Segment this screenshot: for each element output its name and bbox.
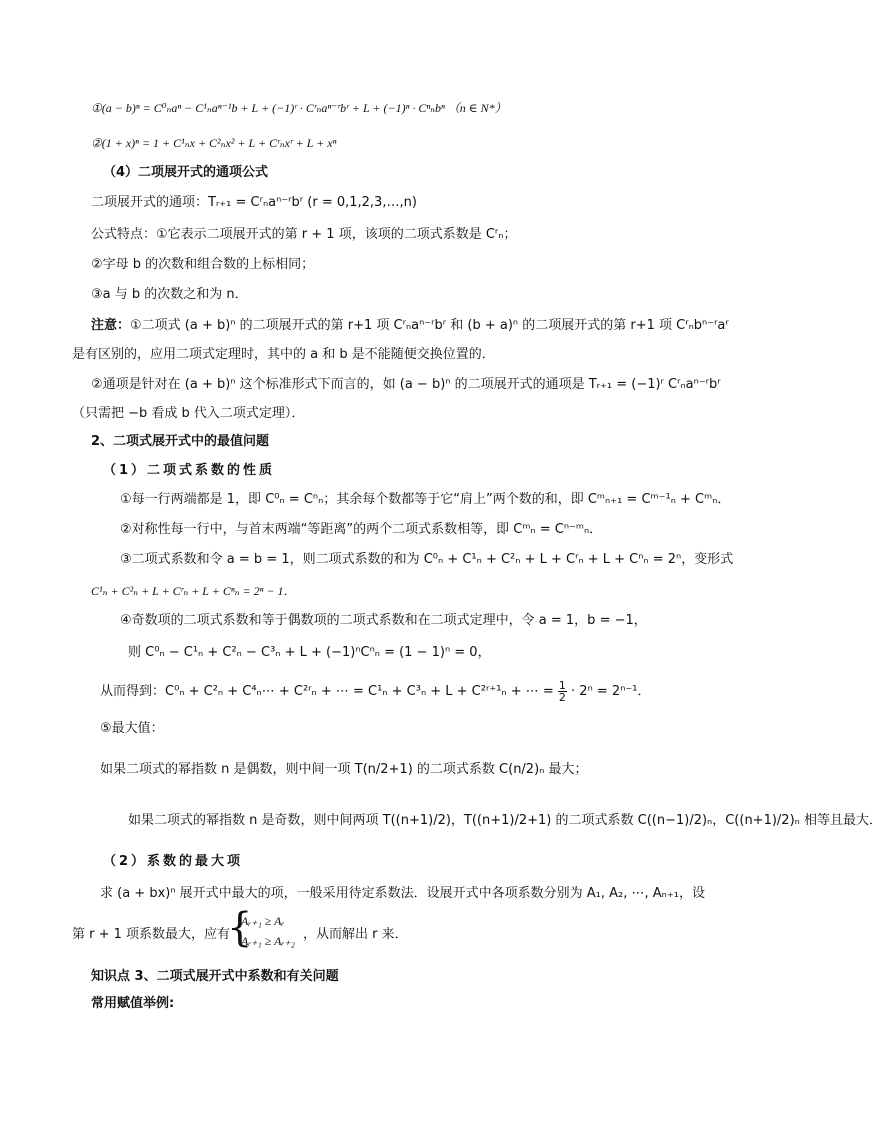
- general-term-formula: 二项展开式的通项：Tᵣ₊₁ = Cʳₙaⁿ⁻ʳbʳ (r = 0,1,2,3,…,n): [91, 195, 417, 210]
- formula-feature-2: ②字母 b 的次数和组合数的上标相同；: [91, 257, 315, 272]
- knowledge-point-3-heading: 知识点 3、二项式展开式中系数和有关问题: [91, 969, 339, 984]
- max-even-case: 如果二项式的幂指数 n 是偶数，则中间一项 T(n/2+1) 的二项式系数 C(n/2)ₙ 最大；: [100, 762, 588, 777]
- result-rhs: · 2ⁿ = 2ⁿ⁻¹．: [571, 684, 651, 699]
- inequality-1: Aᵣ₊₁ ≥ Aᵣ: [241, 914, 285, 928]
- property-2: ②对称性每一行中，与首末两端“等距离”的两个二项式系数相等，即 Cᵐₙ = Cⁿ⁻ᵐₙ．: [120, 522, 603, 537]
- property-1: ①每一行两端都是 1，即 C⁰ₙ = Cⁿₙ；其余每个数都等于它“肩上”两个数的和，即 Cᵐₙ₊₁ = Cᵐ⁻¹ₙ + Cᵐₙ．: [120, 492, 731, 507]
- note-label: 注意：: [91, 318, 131, 333]
- property-3-variant: C¹ₙ + C²ₙ + L + Cʳₙ + L + Cⁿₙ = 2ⁿ − 1．: [91, 584, 296, 598]
- property-3: ③二项式系数和令 a = b = 1，则二项式系数的和为 C⁰ₙ + C¹ₙ + C²ₙ + L + Cʳₙ + L + Cⁿₙ = 2ⁿ，变形式: [120, 552, 734, 567]
- subsection-heading-coefficient-properties: （1）二项式系数的性质: [103, 463, 276, 478]
- formula-a-minus-b-expansion: ①(a − b)ⁿ = C⁰ₙaⁿ − C¹ₙaⁿ⁻¹b + L + (−1)ʳ · Cʳₙaⁿ⁻ʳbʳ + L + (−1)ⁿ · Cⁿₙbⁿ （n ∈ N*）: [91, 101, 507, 115]
- formula-feature-1: 公式特点：①它表示二项展开式的第 r + 1 项，该项的二项式系数是 Cʳₙ；: [91, 227, 517, 242]
- fraction-numerator: 1: [558, 679, 566, 692]
- result-lhs: 从而得到：C⁰ₙ + C²ₙ + C⁴ₙ⋯ + C²ʳₙ + ⋯ = C¹ₙ + C³ₙ + L + C²ʳ⁺¹ₙ + ⋯ =: [100, 684, 554, 699]
- note-text-1: ①二项式 (a + b)ⁿ 的二项展开式的第 r+1 项 Cʳₙaⁿ⁻ʳbʳ 和 (b + a)ⁿ 的二项展开式的第 r+1 项 Cʳₙbⁿ⁻ʳaʳ: [130, 318, 729, 333]
- section-heading-general-term: （4）二项展开式的通项公式: [103, 165, 269, 180]
- left-brace: {: [227, 905, 253, 951]
- property-4-derivation: 则 C⁰ₙ − C¹ₙ + C²ₙ − C³ₙ + L + (−1)ⁿCⁿₙ = (1 − 1)ⁿ = 0，: [128, 645, 491, 660]
- fraction-denominator: 2: [558, 691, 566, 704]
- max-term-method: 求 (a + bx)ⁿ 展开式中最大的项，一般采用待定系数法．设展开式中各项系数分别为 A₁, A₂, ⋯, Aₙ₊₁，设: [100, 886, 705, 901]
- formula-one-plus-x-expansion: ②(1 + x)ⁿ = 1 + C¹ₙx + C²ₙx² + L + Cʳₙxʳ + L + xⁿ: [91, 136, 337, 150]
- formula-feature-3: ③a 与 b 的次数之和为 n．: [91, 287, 248, 302]
- note-paragraph-1: [91, 316, 729, 336]
- max-term-condition-suffix: ，从而解出 r 来．: [303, 927, 408, 942]
- max-odd-case: 如果二项式的幂指数 n 是奇数，则中间两项 T((n+1)/2)，T((n+1)/2+1) 的二项式系数 C((n−1)/2)ₙ，C((n+1)/2)ₙ 相等且最大．: [128, 813, 882, 828]
- property-5: ⑤最大值：: [100, 721, 164, 736]
- property-4-result: [100, 680, 650, 703]
- note-paragraph-2: ②通项是针对在 (a + b)ⁿ 这个标准形式下而言的，如 (a − b)ⁿ 的二项展开式的通项是 Tᵣ₊₁ = (−1)ʳ Cʳₙaⁿ⁻ʳbʳ: [91, 377, 721, 392]
- note-paragraph-2-cont: （只需把 −b 看成 b 代入二项式定理）．: [72, 406, 305, 421]
- inequality-2: Aᵣ₊₁ ≥ Aᵣ₊₂: [241, 934, 295, 948]
- max-term-condition-prefix: 第 r + 1 项系数最大，应有: [72, 927, 231, 942]
- section-heading-extremum: 2、二项式展开式中的最值问题: [91, 434, 270, 449]
- note-paragraph-1-cont: 是有区别的，应用二项式定理时，其中的 a 和 b 是不能随便交换位置的．: [72, 347, 495, 362]
- fraction-one-half: [558, 680, 567, 703]
- property-4: ④奇数项的二项式系数和等于偶数项的二项式系数和在二项式定理中，令 a = 1，b = −1，: [120, 613, 647, 628]
- common-assignment-examples: 常用赋值举例:: [91, 996, 175, 1011]
- subsection-heading-max-term: （2）系数的最大项: [103, 854, 244, 869]
